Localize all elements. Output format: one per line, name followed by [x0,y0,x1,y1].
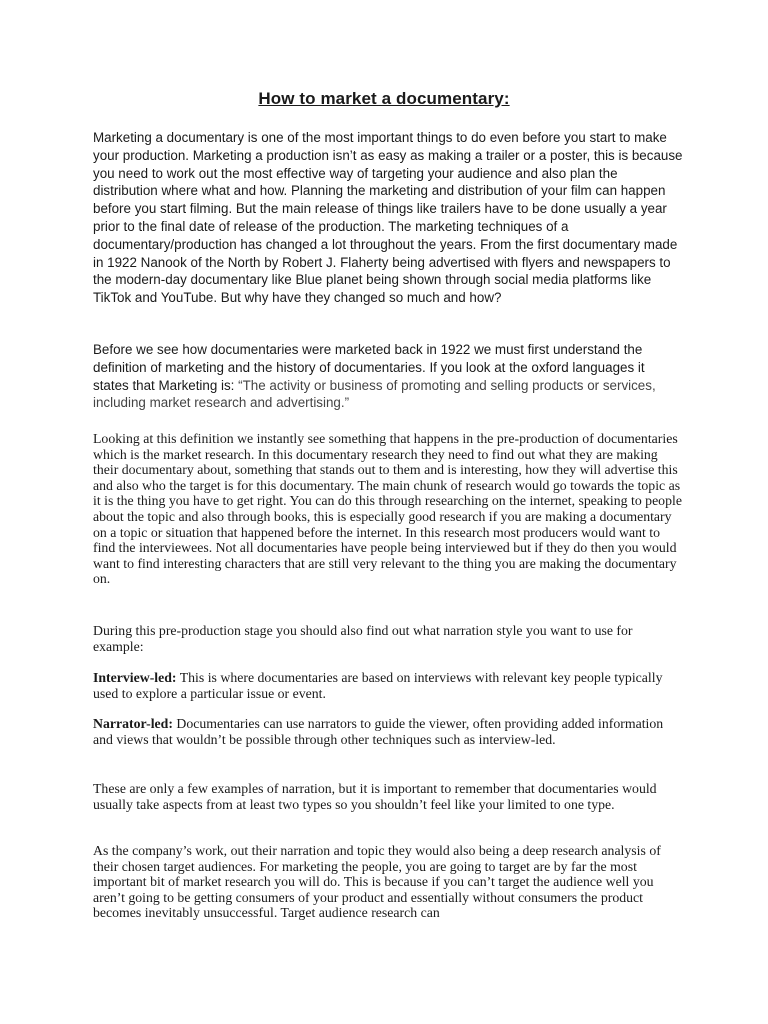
paragraph-target-audience: As the company’s work, out their narration and topic they would also being a deep research analysis of their chosen target audiences. For marketing the people, you are going to target are by far the most important bit of market research you will do. This is because if you can’t target the audience well you aren’t going to be getting consumers of your product and essentially without consumers the product becomes inevitably unsuccessful. Target audience research can [93,843,661,921]
interview-led-term: Interview-led: [93,670,177,685]
narration-style-interview-led [93,670,683,701]
narrator-led-text: Documentaries can use narrators to guide the viewer, often providing added information and views that wouldn’t be possible through other techniques such as interview-led. [93,716,664,747]
narrator-led-term: Narrator-led: [93,716,173,731]
paragraph-market-research: Looking at this definition we instantly see something that happens in the pre-production of documentaries which is the market research. In this documentary research they need to find out what they are making their documentary about, something that stands out to them and is interesting, how they will advertise this and also who the target is for this documentary. The main chunk of research would go towards the topic as it is the thing you have to get right. You can do this through researching on the internet, speaking to people about the topic and also through books, this is especially good research if you are making a documentary on a topic or situation that happened before the internet. In this research most producers would want to find the interviewees. Not all documentaries have people being interviewed but if they do then you would want to find interesting characters that are still very relevant to the thing you are making the documentary on. [93,431,682,587]
paragraph-narration-intro: During this pre-production stage you should also find out what narration style you want to use for example: [93,623,633,654]
interview-led-text: This is where documentaries are based on interviews with relevant key people typically used to explore a particular issue or event. [93,670,663,701]
narration-style-narrator-led [93,716,683,747]
marketing-definition-quote: “The activity or business of promoting and selling products or services, including market research and advertising.” [93,377,656,411]
paragraph-definition-text: Before we see how documentaries were marketed back in 1922 we must first understand the definition of marketing and the history of documentaries. If you look at the oxford languages it states that Marketing is: [93,342,645,393]
paragraph-definition [93,341,683,412]
document-title: How to market a documentary: [258,89,510,108]
paragraph-intro: Marketing a documentary is one of the most important things to do even before you start to make your production. Marketing a production isn’t as easy as making a trailer or a poster, this is because you need to work out the most effective way of targeting your audience and also plan the distribution where what and how. Planning the marketing and distribution of your film can happen before you start filming. But the main release of things like trailers have to be done usually a year prior to the final date of release of the production. The marketing techniques of a documentary/production has changed a lot throughout the years. From the first documentary made in 1922 Nanook of the North by Robert J. Flaherty being advertised with flyers and newspapers to the modern-day documentary like Blue planet being shown through social media platforms like TikTok and YouTube. But why have they changed so much and how? [93,130,683,306]
paragraph-narration-note: These are only a few examples of narration, but it is important to remember that documentaries would usually take aspects from at least two types so you shouldn’t feel like your limited to one type. [93,781,657,812]
